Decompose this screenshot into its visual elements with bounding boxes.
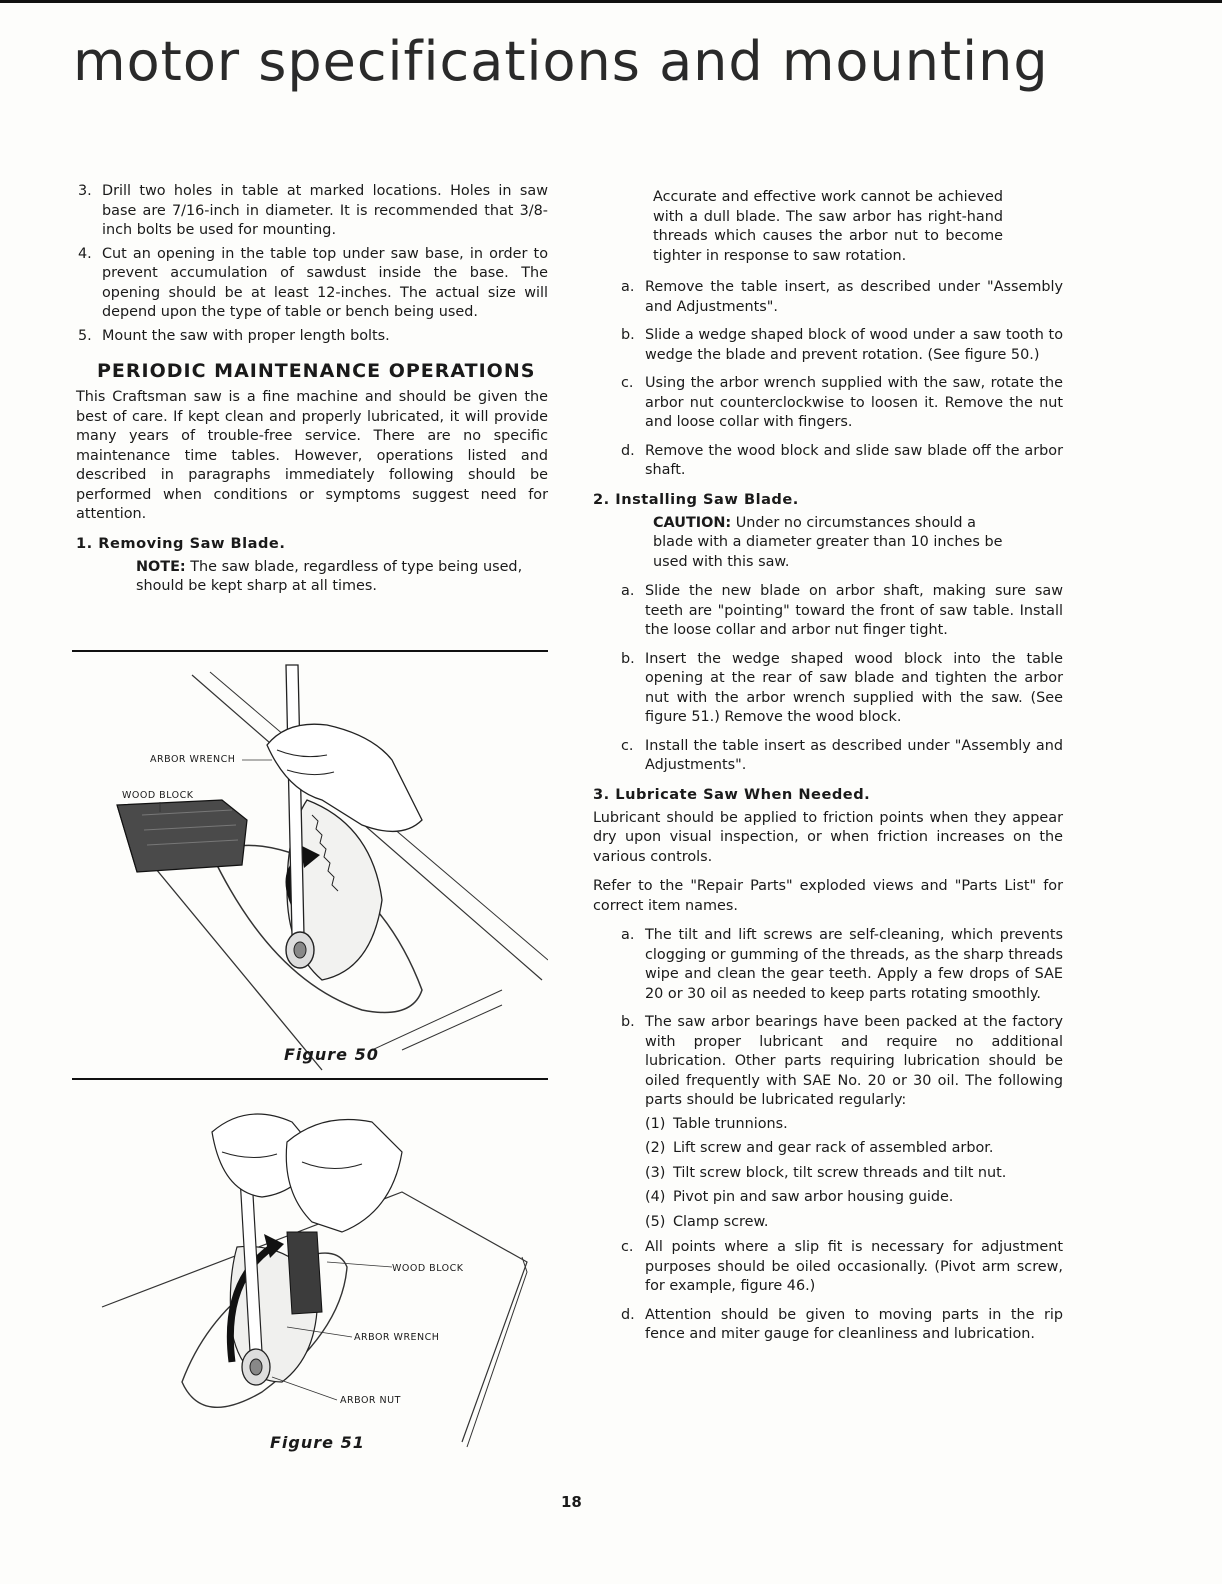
caution (653, 514, 1013, 573)
dull-blade-paragraph: Accurate and effective work cannot be achieved with a dull blade. The saw arbor has right-hand threads which causes the arbor nut to become tighter in response to saw rotation. (653, 189, 1003, 264)
install-step-a (593, 582, 1063, 641)
lubrication-item-b (593, 1013, 1063, 1111)
item-label: d. (621, 1306, 635, 1323)
item-text: Remove the table insert, as described under "Assembly and Adjustments". (645, 279, 1063, 315)
subheading-installing-blade: 2. Installing Saw Blade. (593, 490, 799, 508)
step-5 (76, 327, 548, 347)
label-arbor-wrench: ARBOR WRENCH (150, 754, 236, 765)
item-text: Slide the new blade on arbor shaft, making sure saw teeth are "pointing" toward the front of saw table. Install the loose collar and arbor nut finger tight. (645, 583, 1063, 638)
lubrication-parts-list (593, 1115, 1063, 1233)
figure-caption: Figure 51 (270, 1433, 365, 1452)
item-text: Remove the wood block and slide saw blade off the arbor shaft. (645, 442, 1063, 478)
maintenance-intro: This Craftsman saw is a fine machine and should be given the best of care. If kept clean and properly lubricated, it will provide many years of trouble-free service. There are no specific maintenance time tables. However, operations listed and described in paragraphs immediately following should be performed when conditions or symptoms suggest need for attention. (76, 389, 548, 522)
list-number: (4) (645, 1189, 666, 1205)
note (136, 558, 548, 597)
install-step-c (593, 737, 1063, 776)
step-3 (76, 182, 548, 241)
removal-step-c (593, 374, 1063, 433)
label-wood-block: WOOD BLOCK (392, 1263, 464, 1274)
right-column (593, 188, 1063, 1354)
subheading-lubricate: 3. Lubricate Saw When Needed. (593, 785, 871, 803)
lubrication-item-a (593, 926, 1063, 1004)
item-text: Using the arbor wrench supplied with the saw, rotate the arbor nut counterclockwise to loosen it. Remove the nut and loose collar with fingers. (645, 375, 1063, 430)
list-item (645, 1115, 1063, 1135)
item-text: Attention should be given to moving parts in the rip fence and miter gauge for cleanliness and lubrication. (645, 1306, 1063, 1342)
left-column (76, 182, 548, 597)
step-number: 4. (78, 245, 92, 262)
item-label: b. (621, 327, 635, 343)
item-label: c. (621, 737, 634, 754)
figure-51-illustration (72, 1082, 548, 1462)
item-label: b. (621, 1014, 635, 1030)
removal-step-a (593, 278, 1063, 317)
figure-50 (72, 650, 548, 1080)
item-label: a. (621, 279, 635, 295)
figure-caption: Figure 50 (284, 1045, 379, 1064)
removal-step-d (593, 442, 1063, 481)
list-number: (2) (645, 1140, 666, 1156)
item-text: The saw arbor bearings have been packed at the factory with proper lubricant and require no additional lubrication. Other parts requiring lubrication should be oiled frequently with SAE No. 20 or 30 oil. The following parts should be lubricated regularly: (645, 1014, 1063, 1108)
item-text: Slide a wedge shaped block of wood under a saw tooth to wedge the blade and prevent rotation. (See figure 50.) (645, 327, 1063, 363)
step-4 (76, 245, 548, 323)
list-number: (3) (645, 1164, 666, 1181)
figure-50-illustration (72, 650, 548, 1080)
lubricant-paragraph: Lubricant should be applied to friction points when they appear dry upon visual inspection, or when friction increases on the various controls. (593, 809, 1063, 865)
caution-text: Under no circumstances should a blade with a diameter greater than 10 inches be used with this saw. (653, 514, 1003, 570)
item-label: a. (621, 583, 635, 599)
list-text: Pivot pin and saw arbor housing guide. (673, 1189, 954, 1205)
top-rule (0, 0, 1222, 3)
step-text: Drill two holes in table at marked locations. Holes in saw base are 7/16-inch in diameter. It is recommended that 3/8-inch bolts be used for mounting. (102, 183, 548, 238)
step-text: Cut an opening in the table top under saw base, in order to prevent accumulation of sawdust inside the base. The opening should be at least 12-inches. The actual size will depend upon the type of table or bench being used. (102, 245, 548, 320)
step-text: Mount the saw with proper length bolts. (102, 327, 390, 344)
list-item (645, 1213, 1063, 1233)
list-number: (1) (645, 1115, 666, 1132)
step-number: 3. (78, 183, 92, 199)
item-label: c. (621, 375, 634, 391)
label-arbor-nut: ARBOR NUT (340, 1395, 401, 1406)
item-text: Insert the wedge shaped wood block into the table opening at the rear of saw blade and tighten the arbor nut with the arbor wrench supplied with the saw. (See figure 51.) Remove the wood block. (645, 650, 1063, 725)
item-label: c. (621, 1239, 634, 1255)
subheading-removing-blade: 1. Removing Saw Blade. (76, 534, 286, 552)
page-number: 18 (561, 1493, 582, 1511)
note-label: NOTE: (136, 558, 186, 575)
list-text: Clamp screw. (673, 1213, 769, 1230)
install-step-b (593, 650, 1063, 728)
list-text: Lift screw and gear rack of assembled arbor. (673, 1140, 994, 1156)
removal-step-b (593, 326, 1063, 365)
list-text: Table trunnions. (673, 1115, 788, 1132)
page-title: motor specifications and mounting (73, 30, 1049, 93)
list-text: Tilt screw block, tilt screw threads and tilt nut. (673, 1164, 1007, 1181)
note-text: The saw blade, regardless of type being used, should be kept sharp at all times. (136, 558, 523, 594)
item-text: All points where a slip fit is necessary for adjustment purposes should be oiled occasionally. (Pivot arm screw, for example, figure 46.) (645, 1239, 1063, 1294)
caution-label: CAUTION: (653, 514, 732, 531)
item-label: d. (621, 442, 635, 459)
list-item (645, 1139, 1063, 1159)
figure-51 (72, 1082, 548, 1462)
item-label: a. (621, 927, 635, 943)
list-number: (5) (645, 1213, 666, 1230)
section-heading: PERIODIC MAINTENANCE OPERATIONS (97, 360, 536, 382)
repair-parts-paragraph: Refer to the "Repair Parts" exploded views and "Parts List" for correct item names. (593, 878, 1063, 914)
label-arbor-wrench: ARBOR WRENCH (354, 1332, 440, 1343)
item-label: b. (621, 650, 635, 667)
list-item (645, 1164, 1063, 1184)
item-text: The tilt and lift screws are self-cleaning, which prevents clogging or gumming of the threads, as the sharp threads wipe and clean the gear teeth. Apply a few drops of SAE 20 or 30 oil as needed to keep parts rotating smoothly. (645, 927, 1063, 1002)
list-item (645, 1188, 1063, 1208)
lubrication-item-d (593, 1306, 1063, 1345)
item-text: Install the table insert as described under "Assembly and Adjustments". (645, 737, 1063, 773)
label-wood-block: WOOD BLOCK (122, 790, 194, 801)
lubrication-item-c (593, 1238, 1063, 1297)
step-number: 5. (78, 327, 92, 344)
